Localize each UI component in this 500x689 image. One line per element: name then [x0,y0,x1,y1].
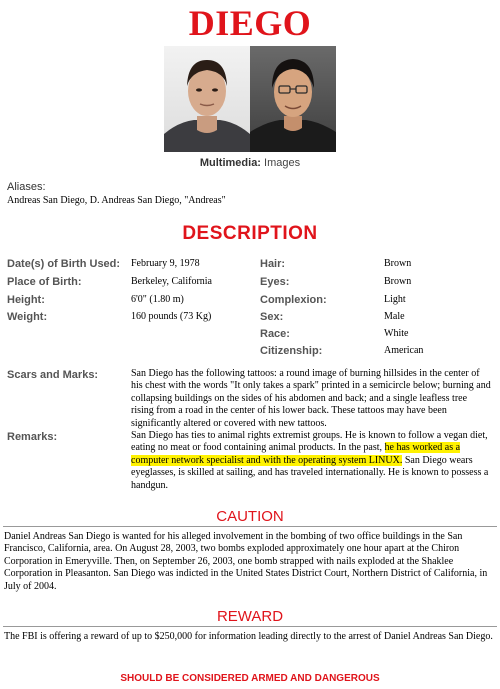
aliases-label: Aliases: [7,181,46,193]
race-label: Race: [260,328,290,340]
reward-divider [3,626,497,627]
multimedia-line [0,157,500,169]
suspect-portrait-1 [164,46,250,152]
suspect-portrait-2 [250,46,336,152]
remarks-label: Remarks: [7,431,58,443]
citizenship-label: Citizenship: [260,345,323,357]
scars-label: Scars and Marks: [7,369,99,381]
description-heading: DESCRIPTION [182,223,318,244]
multimedia-label: Multimedia: [199,157,261,169]
aliases-value: Andreas San Diego, D. Andreas San Diego, "Andreas" [7,195,226,206]
scars-text: San Diego has the following tattoos: a round image of burning hillsides in the center of his chest with the words "It only takes a spark" printed in a semicircle below; burning and collapsing buildings on the sides of his abdomen and back; and a single leafless tree rising from a road in the center of his lower back. These tattoos may have been significantly altered or covered with new tattoos. [131,368,491,429]
citizenship-value: American [384,345,424,356]
height-value: 6'0" (1.80 m) [131,294,184,305]
complexion-label: Complexion: [260,294,327,306]
armed-warning: SHOULD BE CONSIDERED ARMED AND DANGEROUS [120,673,380,684]
suspect-photo-2[interactable] [250,46,336,152]
caution-divider [3,526,497,527]
remarks-text-start: San Diego has ties to animal rights extremist groups. He is known to follow a vegan diet, eating no meat or food containing animal products. In the past, [131,430,488,454]
dob-label: Date(s) of Birth Used: [7,258,121,270]
reward-text: The FBI is offering a reward of up to $250,000 for information leading directly to the arrest of Daniel Andreas San Diego. [4,631,493,642]
remarks-highlight: he has worked as a computer network specialist and with the operating system LINUX. [131,442,461,466]
sex-label: Sex: [260,311,284,323]
remarks-text-end: San Diego wears eyeglasses, is skilled at sailing, and has traveled internationally. He is known to possess a handgun. [131,454,489,491]
multimedia-images-link[interactable]: Images [264,157,301,169]
hair-label: Hair: [260,258,286,270]
eyes-label: Eyes: [260,276,290,288]
hair-value: Brown [384,258,412,269]
weight-label: Weight: [7,311,48,323]
suspect-photo-1[interactable] [164,46,250,152]
height-label: Height: [7,294,45,306]
sex-value: Male [384,311,405,322]
reward-heading: REWARD [216,608,284,625]
remarks-text [131,430,493,492]
eyes-value: Brown [384,276,412,287]
caution-text: Daniel Andreas San Diego is wanted for his alleged involvement in the bombing of two office buildings in the San Francisco, California, area. On August 28, 2003, two bombs exploded approximately one hour apart at the Chiron Corporation in Emeryville. Then, on September 26, 2003, one bomb strapped with nails exploded at the Shaklee Corporation in Pleasanton. San Diego was indicted in the United States District Court, Northern District of California, in July of 2004. [4,531,488,592]
race-value: White [384,328,409,339]
birthplace-value: Berkeley, California [131,276,212,287]
complexion-value: Light [384,294,406,305]
caution-heading: CAUTION [216,508,284,525]
birthplace-label: Place of Birth: [7,276,82,288]
weight-value: 160 pounds (73 Kg) [131,311,212,322]
page-title: DIEGO [188,3,312,43]
dob-value: February 9, 1978 [131,258,200,269]
